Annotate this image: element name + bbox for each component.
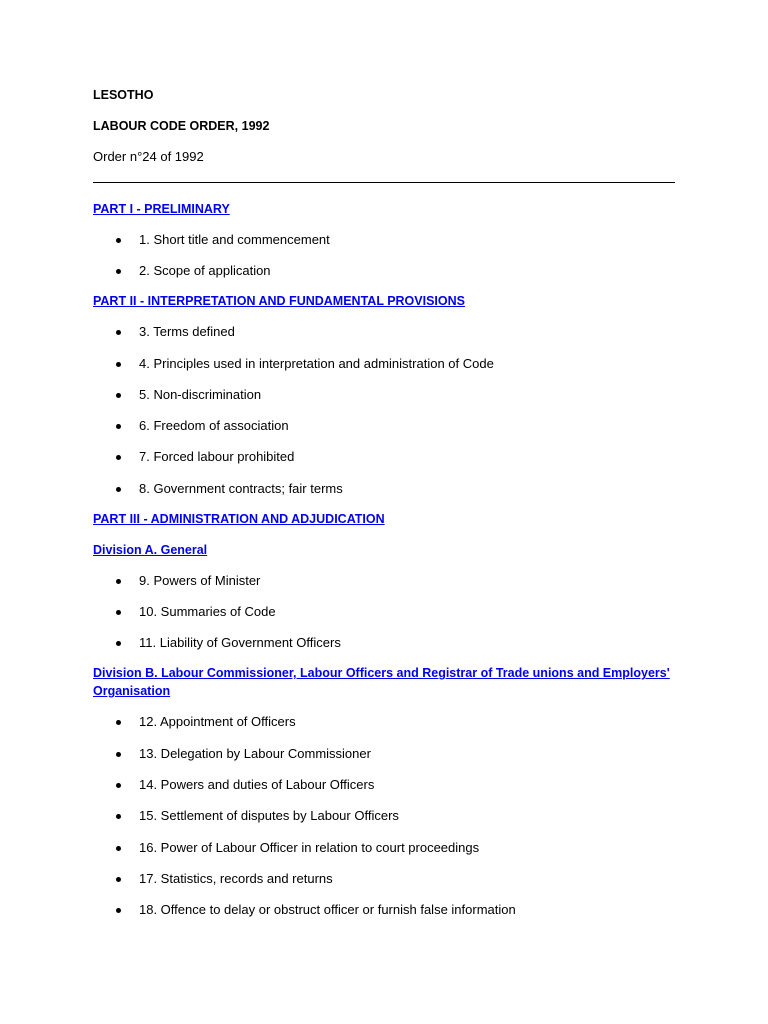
- section-heading-link[interactable]: PART I - PRELIMINARY: [93, 202, 230, 216]
- list-item-label: 9. Powers of Minister: [139, 572, 261, 588]
- list-item: [93, 807, 675, 825]
- list-item: [93, 603, 675, 621]
- list-item-label: 6. Freedom of association: [139, 418, 289, 434]
- section-item-list: [93, 713, 675, 919]
- list-item: [93, 634, 675, 652]
- list-item-label: 5. Non-discrimination: [139, 386, 262, 402]
- section-heading-link[interactable]: PART II - INTERPRETATION AND FUNDAMENTAL PROVISIONS: [93, 294, 465, 309]
- bullet-icon: [116, 783, 121, 788]
- list-item: [93, 480, 675, 498]
- bullet-icon: [116, 269, 121, 274]
- bullet-icon: [116, 814, 121, 819]
- list-item: [93, 448, 675, 466]
- bullet-icon: [116, 487, 121, 492]
- document-title: LABOUR CODE ORDER, 1992: [93, 119, 270, 133]
- list-item: [93, 355, 675, 373]
- horizontal-rule: [93, 182, 675, 183]
- bullet-icon: [116, 455, 121, 460]
- order-number: Order n°24 of 1992: [93, 149, 204, 164]
- list-item-label: 18. Offence to delay or obstruct officer or furnish false information: [139, 902, 516, 918]
- list-item: [93, 417, 675, 435]
- bullet-icon: [116, 424, 121, 429]
- list-item: [93, 386, 675, 404]
- list-item-label: 14. Powers and duties of Labour Officers: [139, 776, 375, 792]
- bullet-icon: [116, 362, 121, 367]
- list-item-label: 16. Power of Labour Officer in relation to court proceedings: [139, 839, 480, 855]
- list-item-label: 17. Statistics, records and returns: [139, 870, 333, 886]
- bullet-icon: [116, 579, 121, 584]
- list-item-label: 4. Principles used in interpretation and administration of Code: [139, 355, 494, 371]
- section-item-list: [93, 572, 675, 653]
- section-item-list: [93, 231, 675, 280]
- bullet-icon: [116, 908, 121, 913]
- list-item-label: 1. Short title and commencement: [139, 232, 330, 247]
- list-item: [93, 713, 675, 731]
- list-item-label: 8. Government contracts; fair terms: [139, 480, 343, 496]
- list-item: [93, 572, 675, 590]
- bullet-icon: [116, 610, 121, 615]
- section-heading-link[interactable]: PART III - ADMINISTRATION AND ADJUDICATION: [93, 511, 385, 526]
- list-item-label: 13. Delegation by Labour Commissioner: [139, 745, 371, 761]
- list-item-label: 15. Settlement of disputes by Labour Officers: [139, 808, 399, 824]
- document-content: [93, 86, 675, 931]
- bullet-icon: [116, 393, 121, 398]
- list-item: [93, 776, 675, 794]
- list-item-label: 7. Forced labour prohibited: [139, 449, 295, 465]
- list-item-label: 10. Summaries of Code: [139, 604, 276, 620]
- list-item: [93, 745, 675, 763]
- list-item: [93, 231, 675, 249]
- bullet-icon: [116, 238, 121, 243]
- bullet-icon: [116, 846, 121, 851]
- list-item: [93, 870, 675, 888]
- section-heading-link[interactable]: Division A. General: [93, 542, 208, 557]
- list-item: [93, 262, 675, 280]
- bullet-icon: [116, 720, 121, 725]
- bullet-icon: [116, 330, 121, 335]
- list-item: [93, 901, 675, 919]
- list-item-label: 11. Liability of Government Officers: [139, 635, 341, 651]
- list-item: [93, 839, 675, 857]
- list-item-label: 2. Scope of application: [139, 263, 271, 279]
- list-item: [93, 323, 675, 341]
- list-item-label: 12. Appointment of Officers: [139, 714, 296, 730]
- bullet-icon: [116, 877, 121, 882]
- table-of-contents: [93, 200, 675, 919]
- section-item-list: [93, 323, 675, 497]
- bullet-icon: [116, 641, 121, 646]
- bullet-icon: [116, 752, 121, 757]
- list-item-label: 3. Terms defined: [139, 324, 235, 340]
- section-heading-link[interactable]: Division B. Labour Commissioner, Labour Officers and Registrar of Trade unions and Employers' Organisation: [93, 666, 670, 699]
- country-name: LESOTHO: [93, 88, 154, 102]
